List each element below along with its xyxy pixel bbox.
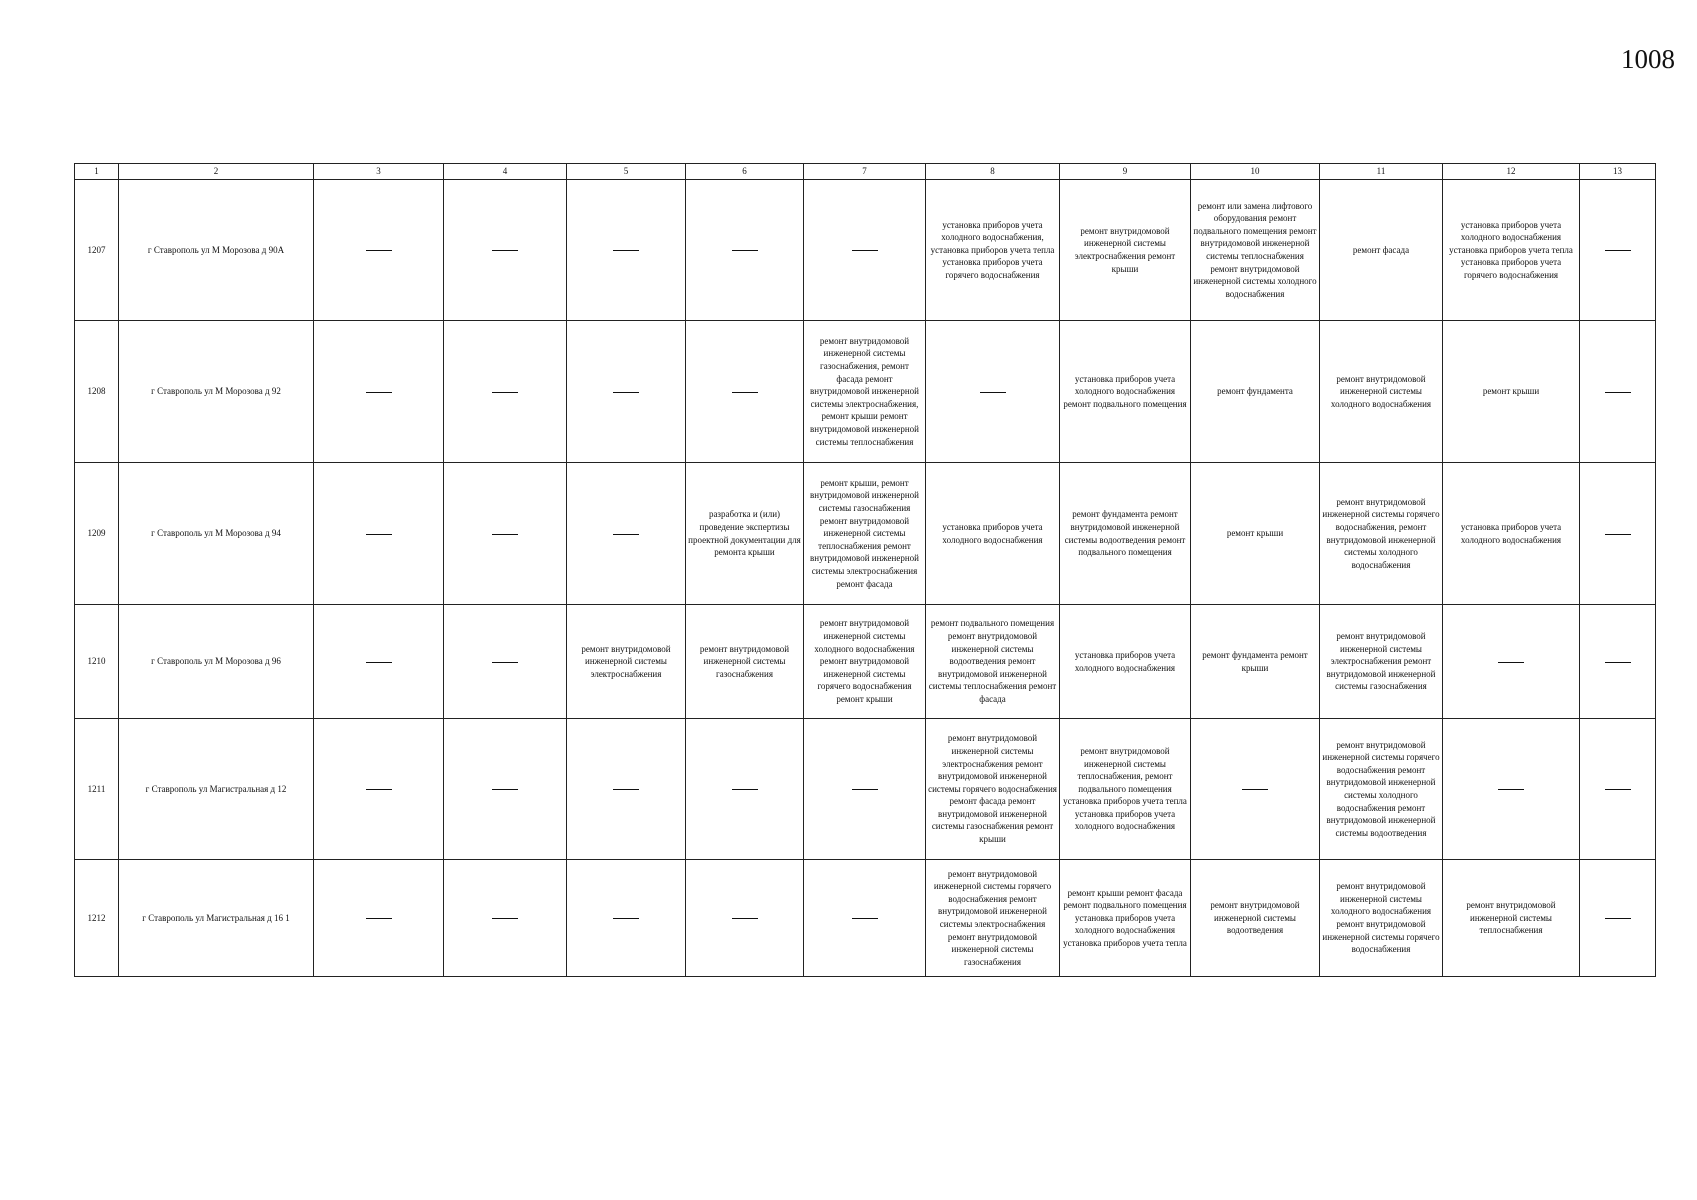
table-body (75, 164, 1656, 977)
work-cell: ремонт крыши (1443, 321, 1580, 463)
header-cell: 11 (1320, 164, 1443, 180)
dash-mark (1605, 789, 1631, 790)
row-number: 1212 (75, 860, 119, 977)
work-cell: ремонт фундамента (1191, 321, 1320, 463)
empty-cell (1580, 463, 1656, 605)
work-cell: ремонт крыши, ремонт внутридомовой инженерной системы газоснабжения ремонт внутридомовой инженерной системы теплоснабжения ремонт внутридомовой инженерной системы электроснабжения ремонт фасада (804, 463, 926, 605)
empty-cell (686, 719, 804, 860)
header-cell: 1 (75, 164, 119, 180)
header-cell: 6 (686, 164, 804, 180)
work-cell: ремонт фундамента ремонт крыши (1191, 605, 1320, 719)
work-cell: ремонт внутридомовой инженерной системы электроснабжения ремонт внутридомовой инженерной системы горячего водоснабжения ремонт фасада ремонт внутридомовой инженерной системы газоснабжения ремонт крыши (926, 719, 1060, 860)
dash-mark (366, 789, 392, 790)
address-cell: г Ставрополь ул М Морозова д 90А (119, 180, 314, 321)
work-cell: ремонт внутридомовой инженерной системы газоснабжения, ремонт фасада ремонт внутридомовой инженерной системы электроснабжения, ремонт крыши ремонт внутридомовой инженерной системы теплоснабжения (804, 321, 926, 463)
work-cell: установка приборов учета холодного водоснабжения (1060, 605, 1191, 719)
work-cell: ремонт фасада (1320, 180, 1443, 321)
table-row (75, 463, 1656, 605)
table-row (75, 860, 1656, 977)
empty-cell (567, 860, 686, 977)
row-number: 1211 (75, 719, 119, 860)
address-cell: г Ставрополь ул Магистральная д 12 (119, 719, 314, 860)
work-cell: ремонт внутридомовой инженерной системы холодного водоснабжения (1320, 321, 1443, 463)
empty-cell (1580, 605, 1656, 719)
empty-cell (1191, 719, 1320, 860)
row-number: 1209 (75, 463, 119, 605)
dash-mark (1498, 662, 1524, 663)
work-cell: ремонт крыши ремонт фасада ремонт подвального помещения установка приборов учета холодного водоснабжения установка приборов учета тепла (1060, 860, 1191, 977)
empty-cell (804, 180, 926, 321)
work-cell: ремонт внутридомовой инженерной системы электроснабжения ремонт внутридомовой инженерной системы газоснабжения (1320, 605, 1443, 719)
header-cell: 10 (1191, 164, 1320, 180)
empty-cell (444, 463, 567, 605)
work-cell: ремонт внутридомовой инженерной системы горячего водоснабжения ремонт внутридомовой инженерной системы электроснабжения ремонт внутридомовой инженерной системы газоснабжения (926, 860, 1060, 977)
work-cell: ремонт фундамента ремонт внутридомовой инженерной системы водоотведения ремонт подвального помещения (1060, 463, 1191, 605)
empty-cell (804, 719, 926, 860)
dash-mark (366, 918, 392, 919)
empty-cell (686, 321, 804, 463)
dash-mark (492, 662, 518, 663)
dash-mark (613, 918, 639, 919)
work-cell: установка приборов учета холодного водоснабжения, установка приборов учета тепла установка приборов учета горячего водоснабжения (926, 180, 1060, 321)
empty-cell (567, 321, 686, 463)
header-cell: 13 (1580, 164, 1656, 180)
header-cell: 12 (1443, 164, 1580, 180)
capital-repair-table (74, 163, 1656, 977)
empty-cell (567, 719, 686, 860)
dash-mark (852, 789, 878, 790)
dash-mark (732, 392, 758, 393)
dash-mark (613, 250, 639, 251)
dash-mark (366, 662, 392, 663)
empty-cell (314, 860, 444, 977)
empty-cell (1580, 180, 1656, 321)
work-cell: ремонт внутридомовой инженерной системы электроснабжения (567, 605, 686, 719)
row-number: 1208 (75, 321, 119, 463)
header-cell: 9 (1060, 164, 1191, 180)
dash-mark (1242, 789, 1268, 790)
address-cell: г Ставрополь ул М Морозова д 96 (119, 605, 314, 719)
dash-mark (1605, 534, 1631, 535)
dash-mark (852, 250, 878, 251)
dash-mark (492, 392, 518, 393)
row-number: 1207 (75, 180, 119, 321)
empty-cell (567, 463, 686, 605)
dash-mark (1605, 918, 1631, 919)
dash-mark (1498, 789, 1524, 790)
empty-cell (444, 321, 567, 463)
dash-mark (492, 250, 518, 251)
work-cell: установка приборов учета холодного водоснабжения ремонт подвального помещения (1060, 321, 1191, 463)
dash-mark (613, 392, 639, 393)
header-cell: 8 (926, 164, 1060, 180)
row-number: 1210 (75, 605, 119, 719)
empty-cell (444, 860, 567, 977)
column-number-row (75, 164, 1656, 180)
work-cell: ремонт внутридомовой инженерной системы холодного водоснабжения ремонт внутридомовой инженерной системы горячего водоснабжения (1320, 860, 1443, 977)
dash-mark (613, 534, 639, 535)
address-cell: г Ставрополь ул М Морозова д 94 (119, 463, 314, 605)
dash-mark (852, 918, 878, 919)
table-row (75, 321, 1656, 463)
empty-cell (1443, 719, 1580, 860)
dash-mark (980, 392, 1006, 393)
empty-cell (314, 321, 444, 463)
header-cell: 4 (444, 164, 567, 180)
page-number: 1008 (1621, 44, 1675, 74)
empty-cell (314, 605, 444, 719)
work-cell: ремонт внутридомовой инженерной системы горячего водоснабжения, ремонт внутридомовой инженерной системы холодного водоснабжения (1320, 463, 1443, 605)
work-cell: ремонт внутридомовой инженерной системы теплоснабжения (1443, 860, 1580, 977)
empty-cell (444, 180, 567, 321)
header-cell: 3 (314, 164, 444, 180)
header-cell: 2 (119, 164, 314, 180)
work-cell: разработка и (или) проведение экспертизы проектной документации для ремонта крыши (686, 463, 804, 605)
header-cell: 5 (567, 164, 686, 180)
work-cell: установка приборов учета холодного водоснабжения (926, 463, 1060, 605)
table-row (75, 719, 1656, 860)
dash-mark (732, 918, 758, 919)
work-cell: ремонт внутридомовой инженерной системы горячего водоснабжения ремонт внутридомовой инженерной системы холодного водоснабжения ремонт внутридомовой инженерной системы водоотведения (1320, 719, 1443, 860)
empty-cell (686, 180, 804, 321)
work-cell: ремонт внутридомовой инженерной системы электроснабжения ремонт крыши (1060, 180, 1191, 321)
dash-mark (613, 789, 639, 790)
empty-cell (1443, 605, 1580, 719)
empty-cell (444, 719, 567, 860)
empty-cell (1580, 860, 1656, 977)
dash-mark (366, 392, 392, 393)
empty-cell (926, 321, 1060, 463)
empty-cell (314, 463, 444, 605)
empty-cell (314, 719, 444, 860)
dash-mark (492, 534, 518, 535)
dash-mark (732, 789, 758, 790)
dash-mark (1605, 250, 1631, 251)
work-cell: установка приборов учета холодного водоснабжения установка приборов учета тепла установка приборов учета горячего водоснабжения (1443, 180, 1580, 321)
dash-mark (366, 250, 392, 251)
empty-cell (686, 860, 804, 977)
work-cell: установка приборов учета холодного водоснабжения (1443, 463, 1580, 605)
table-row (75, 180, 1656, 321)
dash-mark (492, 789, 518, 790)
table-row (75, 605, 1656, 719)
address-cell: г Ставрополь ул Магистральная д 16 1 (119, 860, 314, 977)
empty-cell (567, 180, 686, 321)
empty-cell (1580, 719, 1656, 860)
empty-cell (1580, 321, 1656, 463)
work-cell: ремонт внутридомовой инженерной системы холодного водоснабжения ремонт внутридомовой инженерной системы горячего водоснабжения ремонт крыши (804, 605, 926, 719)
dash-mark (1605, 392, 1631, 393)
address-cell: г Ставрополь ул М Морозова д 92 (119, 321, 314, 463)
empty-cell (804, 860, 926, 977)
work-cell: ремонт или замена лифтового оборудования ремонт подвального помещения ремонт внутридомовой инженерной системы теплоснабжения ремонт внутридомовой инженерной системы холодного водоснабжения (1191, 180, 1320, 321)
work-cell: ремонт крыши (1191, 463, 1320, 605)
dash-mark (732, 250, 758, 251)
work-cell: ремонт внутридомовой инженерной системы газоснабжения (686, 605, 804, 719)
work-cell: ремонт внутридомовой инженерной системы водоотведения (1191, 860, 1320, 977)
work-cell: ремонт подвального помещения ремонт внутридомовой инженерной системы водоотведения ремонт внутридомовой инженерной системы теплоснабжения ремонт фасада (926, 605, 1060, 719)
dash-mark (1605, 662, 1631, 663)
empty-cell (444, 605, 567, 719)
empty-cell (314, 180, 444, 321)
work-cell: ремонт внутридомовой инженерной системы теплоснабжения, ремонт подвального помещения установка приборов учета тепла установка приборов учета холодного водоснабжения (1060, 719, 1191, 860)
dash-mark (366, 534, 392, 535)
header-cell: 7 (804, 164, 926, 180)
dash-mark (492, 918, 518, 919)
